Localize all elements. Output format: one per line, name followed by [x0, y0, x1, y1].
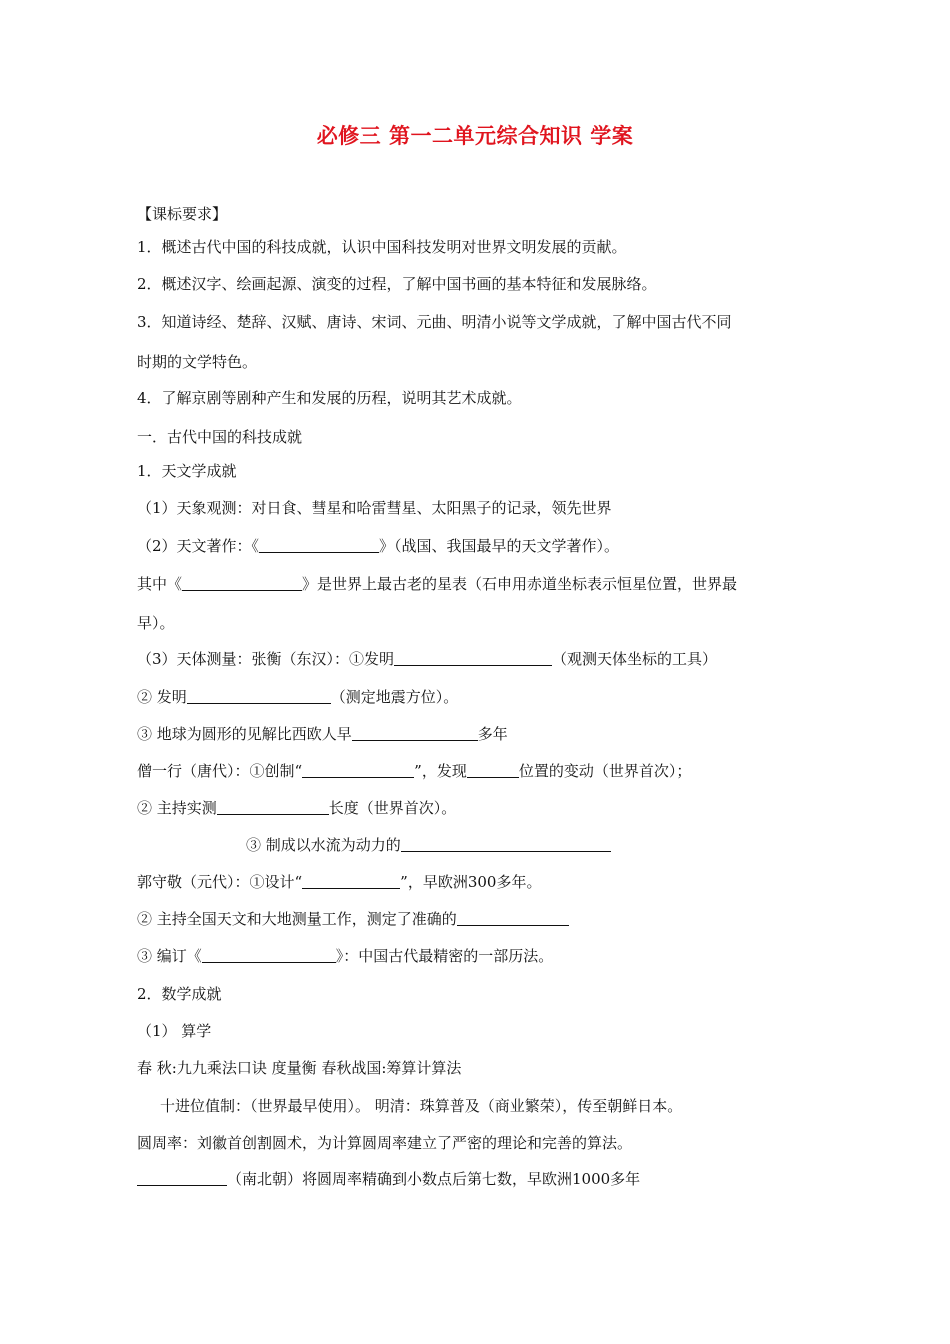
blank[interactable]: [187, 688, 331, 704]
water-clock-line: [246, 835, 611, 855]
arithmetic-line: 春 秋:九九乘法口诀 度量衡 春秋战国:筹算计算法: [137, 1059, 462, 1077]
earth-text-b: 多年: [477, 725, 508, 743]
meas-text-a: ② 主持实测: [137, 799, 217, 817]
section-header: 【课标要求】: [137, 205, 228, 223]
survey-line: [137, 909, 569, 929]
decimal-line: 十进位值制：（世界最早使用）。 明清：珠算普及（商业繁荣），传至朝鲜日本。: [160, 1097, 683, 1115]
blank[interactable]: [394, 650, 552, 666]
works-text-b: 》（战国、我国最早的天文学著作）。: [379, 537, 620, 555]
blank[interactable]: [302, 762, 414, 778]
blank[interactable]: [302, 873, 400, 889]
star-text-a: 其中《: [137, 575, 183, 593]
arithmetic-heading: （1） 算学: [137, 1022, 212, 1040]
quake-text-a: ② 发明: [137, 688, 187, 706]
zhangheng-line: [137, 649, 717, 669]
survey-text-a: ② 主持全国天文和大地测量工作，测定了准确的: [137, 910, 457, 928]
yixing-line: [137, 761, 691, 781]
quake-text-b: （测定地震方位）。: [330, 688, 459, 706]
page-title: 必修三 第一二单元综合知识 学案: [316, 124, 634, 148]
yx-text-c: 位置的变动（世界首次）；: [518, 762, 692, 780]
water-text-a: ③ 制成以水流为动力的: [246, 836, 401, 854]
blank[interactable]: [217, 799, 329, 815]
works-line: [137, 536, 619, 556]
star-catalog-cont: 早）。: [137, 614, 175, 632]
star-catalog-line: [137, 574, 737, 594]
earth-text-a: ③ 地球为圆形的见解比西欧人早: [137, 725, 352, 743]
cal-text-b: 》：中国古代最精密的一部历法。: [335, 947, 554, 965]
astronomy-heading: 1．天文学成就: [137, 462, 237, 480]
requirement-3-cont: 时期的文学特色。: [137, 353, 258, 371]
yx-text-b: ”，发现: [414, 762, 467, 780]
blank[interactable]: [259, 537, 379, 553]
blank[interactable]: [467, 762, 519, 778]
zh-text-a: （3）天体测量：张衡（东汉）：①发明: [137, 650, 395, 668]
pi-line: 圆周率：刘徽首创割圆术，为计算圆周率建立了严密的理论和完善的算法。: [137, 1134, 633, 1152]
star-text-b: 》是世界上最古老的星表（石申用赤道坐标表示恒星位置，世界最: [302, 575, 738, 593]
meridian-line: [137, 798, 456, 818]
blank[interactable]: [401, 836, 611, 852]
zuchongzhi-line: [137, 1169, 640, 1189]
calendar-line: [137, 946, 553, 966]
blank[interactable]: [182, 575, 302, 591]
meas-text-b: 长度（世界首次）。: [328, 799, 457, 817]
math-heading: 2．数学成就: [137, 985, 222, 1003]
zu-text-b: （南北朝）将圆周率精确到小数点后第七数，早欧洲1000多年: [227, 1170, 641, 1188]
round-earth-line: [137, 724, 508, 744]
guoshoujing-line: [137, 872, 541, 892]
requirement-3: 3．知道诗经、楚辞、汉赋、唐诗、宋词、元曲、明清小说等文学成就，了解中国古代不同: [137, 313, 732, 331]
requirement-4: 4．了解京剧等剧种产生和发展的历程，说明其艺术成就。: [137, 389, 522, 407]
blank[interactable]: [202, 947, 336, 963]
gsj-text-b: ”，早欧洲300多年。: [400, 873, 542, 891]
zh-text-b: （观测天体坐标的工具）: [552, 650, 718, 668]
part1-heading: 一．古代中国的科技成就: [137, 428, 303, 446]
requirement-2: 2．概述汉字、绘画起源、演变的过程，了解中国书画的基本特征和发展脉络。: [137, 275, 657, 293]
yx-text-a: 僧一行（唐代）：①创制“: [137, 762, 303, 780]
seismograph-line: [137, 687, 458, 707]
observation-line: （1）天象观测：对日食、彗星和哈雷彗星、太阳黑子的记录，领先世界: [137, 499, 612, 517]
blank[interactable]: [352, 725, 478, 741]
works-text-a: （2）天文著作：《: [137, 537, 260, 555]
blank[interactable]: [137, 1170, 227, 1186]
cal-text-a: ③ 编订《: [137, 947, 202, 965]
requirement-1: 1．概述古代中国的科技成就，认识中国科技发明对世界文明发展的贡献。: [137, 238, 627, 256]
blank[interactable]: [457, 910, 569, 926]
gsj-text-a: 郭守敬（元代）：①设计“: [137, 873, 303, 891]
